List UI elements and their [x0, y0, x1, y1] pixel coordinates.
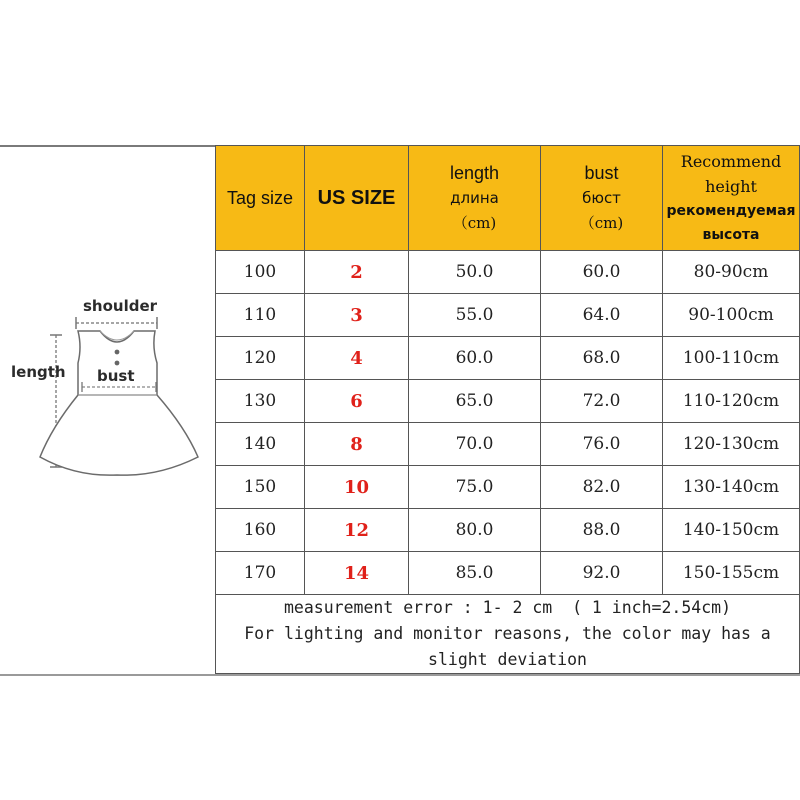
- header-recommend-height: Recommend height рекомендуемая высота: [663, 146, 800, 251]
- height-cell: 80-90cm: [663, 251, 800, 294]
- us-size-cell: 4: [305, 337, 409, 380]
- height-cell: 140-150cm: [663, 509, 800, 552]
- us-size-cell: 12: [305, 509, 409, 552]
- us-size-cell: 14: [305, 552, 409, 595]
- header-bust: bust бюст （cm): [541, 146, 663, 251]
- measurement-note: [216, 595, 800, 674]
- us-size-cell: 10: [305, 466, 409, 509]
- bust-cell: 60.0: [541, 251, 663, 294]
- tag-size-cell: 100: [216, 251, 305, 294]
- bust-label: bust: [97, 367, 135, 385]
- note-line-1: measurement error : 1- 2 cm ( 1 inch=2.54cm): [283, 598, 732, 617]
- tag-size-cell: 170: [216, 552, 305, 595]
- tag-size-cell: 110: [216, 294, 305, 337]
- table-row: [216, 380, 800, 423]
- height-cell: 150-155cm: [663, 552, 800, 595]
- table-row: [216, 552, 800, 595]
- header-length: length длина （cm): [409, 146, 541, 251]
- height-cell: 110-120cm: [663, 380, 800, 423]
- height-cell: 90-100cm: [663, 294, 800, 337]
- table-row: [216, 423, 800, 466]
- size-table: [215, 145, 800, 674]
- dress-measurement-diagram: [0, 145, 215, 675]
- note-row: [216, 595, 800, 674]
- tag-size-cell: 160: [216, 509, 305, 552]
- height-cell: 100-110cm: [663, 337, 800, 380]
- dress-outline-icon: [0, 145, 215, 675]
- length-cell: 55.0: [409, 294, 541, 337]
- bust-cell: 64.0: [541, 294, 663, 337]
- length-cell: 60.0: [409, 337, 541, 380]
- tag-size-cell: 130: [216, 380, 305, 423]
- bust-cell: 68.0: [541, 337, 663, 380]
- height-cell: 130-140cm: [663, 466, 800, 509]
- table-row: [216, 466, 800, 509]
- length-cell: 85.0: [409, 552, 541, 595]
- length-cell: 65.0: [409, 380, 541, 423]
- length-cell: 70.0: [409, 423, 541, 466]
- us-size-cell: 2: [305, 251, 409, 294]
- length-label: length: [11, 363, 66, 381]
- height-cell: 120-130cm: [663, 423, 800, 466]
- table-row: [216, 294, 800, 337]
- bust-cell: 88.0: [541, 509, 663, 552]
- note-line-2: For lighting and monitor reasons, the color may has a: [244, 624, 771, 643]
- bust-cell: 82.0: [541, 466, 663, 509]
- header-row: [216, 146, 800, 251]
- us-size-cell: 6: [305, 380, 409, 423]
- length-cell: 80.0: [409, 509, 541, 552]
- table-row: [216, 337, 800, 380]
- table-row: [216, 509, 800, 552]
- bust-cell: 76.0: [541, 423, 663, 466]
- table-row: [216, 251, 800, 294]
- us-size-cell: 8: [305, 423, 409, 466]
- tag-size-cell: 150: [216, 466, 305, 509]
- header-tag-size: Tag size: [216, 146, 305, 251]
- bust-cell: 92.0: [541, 552, 663, 595]
- shoulder-label: shoulder: [83, 297, 158, 315]
- length-cell: 50.0: [409, 251, 541, 294]
- header-us-size: US SIZE: [305, 146, 409, 251]
- us-size-cell: 3: [305, 294, 409, 337]
- length-cell: 75.0: [409, 466, 541, 509]
- bust-cell: 72.0: [541, 380, 663, 423]
- tag-size-cell: 120: [216, 337, 305, 380]
- note-line-3: slight deviation: [428, 650, 587, 669]
- tag-size-cell: 140: [216, 423, 305, 466]
